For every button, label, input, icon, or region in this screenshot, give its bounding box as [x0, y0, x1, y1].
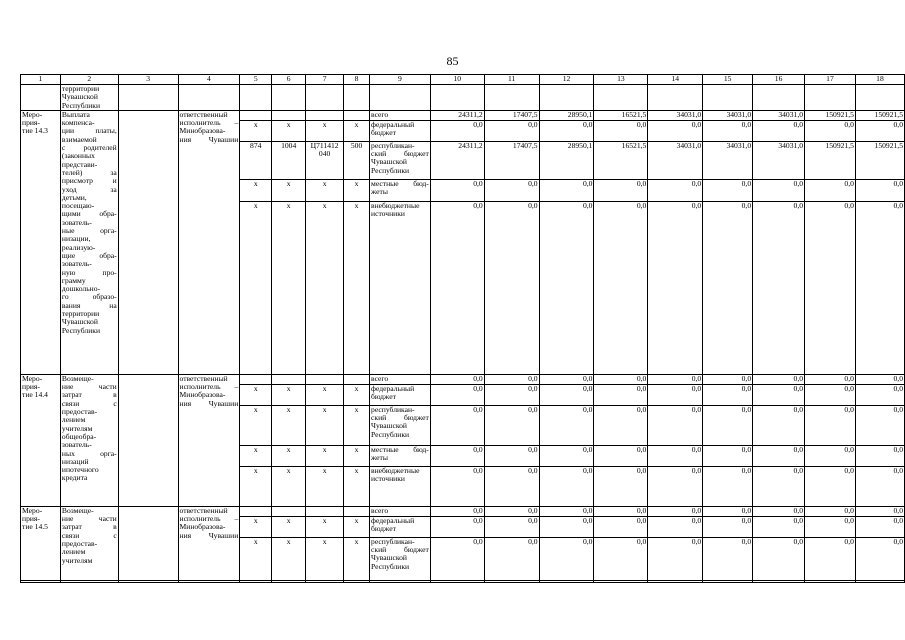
value-cell: 150921,5 [855, 141, 904, 179]
column-number: 12 [539, 75, 594, 85]
value-cell: 0,0 [703, 179, 753, 201]
value-cell: 0,0 [753, 384, 805, 405]
value-cell: 0,0 [484, 120, 539, 141]
code-rz-pr: х [272, 384, 306, 405]
value-cell: 0,0 [484, 384, 539, 405]
empty-cell [594, 580, 648, 582]
value-cell: 0,0 [594, 537, 648, 580]
value-cell: 0,0 [805, 201, 856, 374]
value-cell: 24311,2 [430, 141, 484, 179]
value-cell: 34031,0 [703, 110, 753, 120]
value-cell: 0,0 [648, 537, 703, 580]
empty-cell [344, 580, 370, 582]
funding-source: местные бюд- жеты [370, 445, 431, 466]
code-grbs: х [240, 405, 272, 445]
funding-source: республикан- ский бюджет Чувашской Республики [370, 141, 431, 179]
empty-cell [178, 580, 240, 582]
value-cell: 0,0 [703, 466, 753, 506]
empty-cell [805, 580, 856, 582]
code-csr [306, 506, 344, 516]
empty-cell [430, 85, 484, 111]
value-cell: 0,0 [594, 120, 648, 141]
column-number: 8 [344, 75, 370, 85]
value-cell: 0,0 [703, 201, 753, 374]
value-cell: 0,0 [753, 201, 805, 374]
empty-cell [272, 85, 306, 111]
value-cell: 0,0 [855, 179, 904, 201]
value-cell: 0,0 [753, 466, 805, 506]
funding-source: всего [370, 374, 431, 384]
code-grbs: х [240, 179, 272, 201]
value-cell: 0,0 [753, 374, 805, 384]
value-cell: 150921,5 [855, 110, 904, 120]
empty-cell [118, 580, 178, 582]
code-rz-pr [272, 110, 306, 120]
value-cell: 0,0 [753, 405, 805, 445]
value-cell: 16521,5 [594, 141, 648, 179]
empty-cell [855, 85, 904, 111]
column-number: 17 [805, 75, 856, 85]
table-body [21, 75, 905, 583]
code-rz-pr: х [272, 120, 306, 141]
table-row [21, 374, 905, 384]
executor: ответственный исполнитель – Минобразова- ния Чувашии [178, 110, 240, 374]
code-grbs: х [240, 201, 272, 374]
code-rz-pr: х [272, 179, 306, 201]
empty-cell [370, 85, 431, 111]
value-cell: 0,0 [484, 506, 539, 516]
code-vr [344, 374, 370, 384]
value-cell: 0,0 [648, 405, 703, 445]
code-csr: х [306, 405, 344, 445]
value-cell: 0,0 [703, 405, 753, 445]
empty-cell [118, 374, 178, 506]
code-rz-pr: х [272, 466, 306, 506]
empty-cell [118, 85, 178, 111]
executor: ответственный исполнитель – Минобразова- ния Чувашии [178, 506, 240, 580]
value-cell: 0,0 [539, 506, 594, 516]
value-cell: 0,0 [648, 466, 703, 506]
value-cell: 16521,5 [594, 110, 648, 120]
value-cell: 0,0 [805, 516, 856, 537]
code-rz-pr [272, 374, 306, 384]
code-grbs: 874 [240, 141, 272, 179]
code-vr: х [344, 537, 370, 580]
executor: ответственный исполнитель – Минобразова- ния Чувашии [178, 374, 240, 506]
column-number: 7 [306, 75, 344, 85]
value-cell: 0,0 [648, 506, 703, 516]
value-cell: 0,0 [594, 466, 648, 506]
value-cell: 0,0 [430, 405, 484, 445]
activity-name: Выплата компенса- ции платы, взимаемой с родителей (законных представи- телей) за присмотр и уход за детьми, посещаю- щими обра- зователь- ные орга- низации, реализую- щие обра- зователь- ную про- грамму дошкольно- го образо- вания на территории Чувашской Республики [60, 110, 118, 374]
empty-cell [370, 580, 431, 582]
code-csr: х [306, 445, 344, 466]
value-cell: 0,0 [855, 201, 904, 374]
empty-cell [703, 580, 753, 582]
value-cell: 0,0 [805, 179, 856, 201]
code-csr: х [306, 201, 344, 374]
value-cell: 0,0 [594, 445, 648, 466]
value-cell: 0,0 [648, 445, 703, 466]
empty-cell [484, 580, 539, 582]
funding-source: республикан- ский бюджет Чувашской Республики [370, 537, 431, 580]
funding-source: федеральный бюджет [370, 120, 431, 141]
value-cell: 0,0 [539, 201, 594, 374]
code-rz-pr: х [272, 537, 306, 580]
value-cell: 0,0 [539, 120, 594, 141]
code-grbs [240, 110, 272, 120]
code-vr: х [344, 466, 370, 506]
activity-name: Возмеще- ние части затрат в связи с предостав- лением учителям общеобра- зователь- ных орга- низаций ипотечного кредита [60, 374, 118, 506]
value-cell: 34031,0 [703, 141, 753, 179]
value-cell: 0,0 [855, 537, 904, 580]
value-cell: 0,0 [484, 374, 539, 384]
code-grbs: х [240, 384, 272, 405]
column-number: 18 [855, 75, 904, 85]
empty-cell [344, 85, 370, 111]
activity-name: территории Чувашской Республики [60, 85, 118, 111]
empty-cell [484, 85, 539, 111]
code-rz-pr: х [272, 405, 306, 445]
code-rz-pr [272, 506, 306, 516]
code-rz-pr: х [272, 516, 306, 537]
value-cell: 0,0 [484, 445, 539, 466]
value-cell: 0,0 [703, 445, 753, 466]
code-vr: х [344, 405, 370, 445]
value-cell: 0,0 [648, 374, 703, 384]
code-csr: х [306, 537, 344, 580]
code-vr [344, 110, 370, 120]
column-number: 1 [21, 75, 61, 85]
code-csr: х [306, 384, 344, 405]
value-cell: 0,0 [805, 384, 856, 405]
value-cell: 0,0 [703, 516, 753, 537]
code-grbs: х [240, 466, 272, 506]
funding-source: республикан- ский бюджет Чувашской Республики [370, 405, 431, 445]
value-cell: 0,0 [430, 537, 484, 580]
code-csr: х [306, 179, 344, 201]
funding-source: федеральный бюджет [370, 516, 431, 537]
column-number: 15 [703, 75, 753, 85]
value-cell: 0,0 [805, 537, 856, 580]
code-vr: х [344, 201, 370, 374]
column-number: 9 [370, 75, 431, 85]
code-grbs [240, 506, 272, 516]
empty-cell [306, 580, 344, 582]
empty-cell [805, 85, 856, 111]
empty-cell [240, 85, 272, 111]
page-number: 85 [446, 54, 459, 68]
value-cell: 0,0 [855, 120, 904, 141]
empty-cell [240, 580, 272, 582]
code-csr: х [306, 466, 344, 506]
value-cell: 0,0 [753, 120, 805, 141]
code-csr: Ц711412 040 [306, 141, 344, 179]
value-cell: 0,0 [805, 466, 856, 506]
code-grbs: х [240, 120, 272, 141]
empty-cell [855, 580, 904, 582]
value-cell: 0,0 [753, 179, 805, 201]
value-cell: 24311,2 [430, 110, 484, 120]
code-csr: х [306, 516, 344, 537]
activity-label [21, 85, 61, 111]
value-cell: 0,0 [430, 120, 484, 141]
empty-cell [648, 580, 703, 582]
activity-label: Меро- прия- тие 14.4 [21, 374, 61, 506]
empty-cell [594, 85, 648, 111]
value-cell: 0,0 [648, 516, 703, 537]
empty-cell [753, 580, 805, 582]
value-cell: 0,0 [855, 466, 904, 506]
value-cell: 0,0 [594, 179, 648, 201]
value-cell: 0,0 [539, 374, 594, 384]
empty-cell [703, 85, 753, 111]
value-cell: 0,0 [539, 179, 594, 201]
funding-source: всего [370, 110, 431, 120]
column-number: 5 [240, 75, 272, 85]
value-cell: 0,0 [703, 384, 753, 405]
code-csr [306, 110, 344, 120]
code-vr [344, 506, 370, 516]
empty-cell [753, 85, 805, 111]
value-cell: 28950,1 [539, 141, 594, 179]
value-cell: 0,0 [430, 179, 484, 201]
column-number: 11 [484, 75, 539, 85]
value-cell: 34031,0 [753, 110, 805, 120]
value-cell: 28950,1 [539, 110, 594, 120]
code-grbs [240, 374, 272, 384]
code-vr: х [344, 120, 370, 141]
value-cell: 0,0 [539, 466, 594, 506]
value-cell: 150921,5 [805, 110, 856, 120]
value-cell: 0,0 [430, 516, 484, 537]
funding-source: внебюджетные источники [370, 466, 431, 506]
value-cell: 0,0 [753, 516, 805, 537]
activity-name: Возмеще- ние части затрат в связи с предостав- лением учителям [60, 506, 118, 580]
code-vr: 500 [344, 141, 370, 179]
empty-cell [539, 580, 594, 582]
value-cell: 0,0 [594, 384, 648, 405]
value-cell: 0,0 [648, 384, 703, 405]
value-cell: 0,0 [805, 506, 856, 516]
empty-cell [118, 110, 178, 374]
column-number: 14 [648, 75, 703, 85]
table-row [21, 506, 905, 516]
value-cell: 0,0 [855, 506, 904, 516]
empty-cell [306, 85, 344, 111]
continuation-row [21, 85, 905, 111]
value-cell: 0,0 [484, 466, 539, 506]
value-cell: 0,0 [594, 201, 648, 374]
code-csr: х [306, 120, 344, 141]
value-cell: 0,0 [484, 405, 539, 445]
value-cell: 0,0 [539, 445, 594, 466]
empty-cell [648, 85, 703, 111]
value-cell: 34031,0 [648, 110, 703, 120]
column-number-row [21, 75, 905, 85]
value-cell: 0,0 [805, 374, 856, 384]
value-cell: 0,0 [594, 506, 648, 516]
value-cell: 0,0 [855, 384, 904, 405]
activity-label: Меро- прия- тие 14.3 [21, 110, 61, 374]
value-cell: 0,0 [430, 374, 484, 384]
code-rz-pr: 1004 [272, 141, 306, 179]
value-cell: 0,0 [430, 384, 484, 405]
value-cell: 0,0 [855, 374, 904, 384]
empty-cell [60, 580, 118, 582]
code-grbs: х [240, 516, 272, 537]
value-cell: 0,0 [648, 120, 703, 141]
code-csr [306, 374, 344, 384]
code-vr: х [344, 445, 370, 466]
value-cell: 0,0 [753, 445, 805, 466]
value-cell: 17407,5 [484, 141, 539, 179]
value-cell: 0,0 [484, 537, 539, 580]
value-cell: 0,0 [855, 445, 904, 466]
value-cell: 0,0 [430, 201, 484, 374]
column-number: 3 [118, 75, 178, 85]
value-cell: 150921,5 [805, 141, 856, 179]
value-cell: 0,0 [648, 201, 703, 374]
code-rz-pr: х [272, 201, 306, 374]
value-cell: 0,0 [753, 506, 805, 516]
value-cell: 0,0 [855, 516, 904, 537]
code-vr: х [344, 516, 370, 537]
value-cell: 0,0 [594, 516, 648, 537]
code-vr: х [344, 179, 370, 201]
value-cell: 34031,0 [648, 141, 703, 179]
value-cell: 0,0 [703, 537, 753, 580]
value-cell: 0,0 [805, 445, 856, 466]
value-cell: 0,0 [430, 466, 484, 506]
value-cell: 0,0 [753, 537, 805, 580]
value-cell: 0,0 [539, 384, 594, 405]
funding-source: федеральный бюджет [370, 384, 431, 405]
value-cell: 0,0 [703, 120, 753, 141]
value-cell: 17407,5 [484, 110, 539, 120]
value-cell: 0,0 [805, 405, 856, 445]
empty-cell [21, 580, 61, 582]
column-number: 16 [753, 75, 805, 85]
funding-source: местные бюд- жеты [370, 179, 431, 201]
code-vr: х [344, 384, 370, 405]
column-number: 13 [594, 75, 648, 85]
value-cell: 0,0 [484, 516, 539, 537]
empty-cell [118, 506, 178, 580]
table-row [21, 110, 905, 120]
activity-label: Меро- прия- тие 14.5 [21, 506, 61, 580]
column-number: 2 [60, 75, 118, 85]
value-cell: 0,0 [703, 374, 753, 384]
value-cell: 34031,0 [753, 141, 805, 179]
code-grbs: х [240, 537, 272, 580]
column-number: 6 [272, 75, 306, 85]
value-cell: 0,0 [484, 201, 539, 374]
value-cell: 0,0 [594, 374, 648, 384]
table-bottom [21, 580, 905, 582]
code-rz-pr: х [272, 445, 306, 466]
empty-cell [539, 85, 594, 111]
column-number: 4 [178, 75, 240, 85]
code-grbs: х [240, 445, 272, 466]
value-cell: 0,0 [539, 537, 594, 580]
value-cell: 0,0 [430, 506, 484, 516]
value-cell: 0,0 [805, 120, 856, 141]
empty-cell [272, 580, 306, 582]
value-cell: 0,0 [484, 179, 539, 201]
value-cell: 0,0 [430, 445, 484, 466]
value-cell: 0,0 [855, 405, 904, 445]
value-cell: 0,0 [539, 405, 594, 445]
funding-source: всего [370, 506, 431, 516]
empty-cell [430, 580, 484, 582]
funding-source: внебюджетные источники [370, 201, 431, 374]
value-cell: 0,0 [539, 516, 594, 537]
value-cell: 0,0 [703, 506, 753, 516]
column-number: 10 [430, 75, 484, 85]
budget-table [20, 74, 905, 583]
value-cell: 0,0 [648, 179, 703, 201]
value-cell: 0,0 [594, 405, 648, 445]
empty-cell [178, 85, 240, 111]
